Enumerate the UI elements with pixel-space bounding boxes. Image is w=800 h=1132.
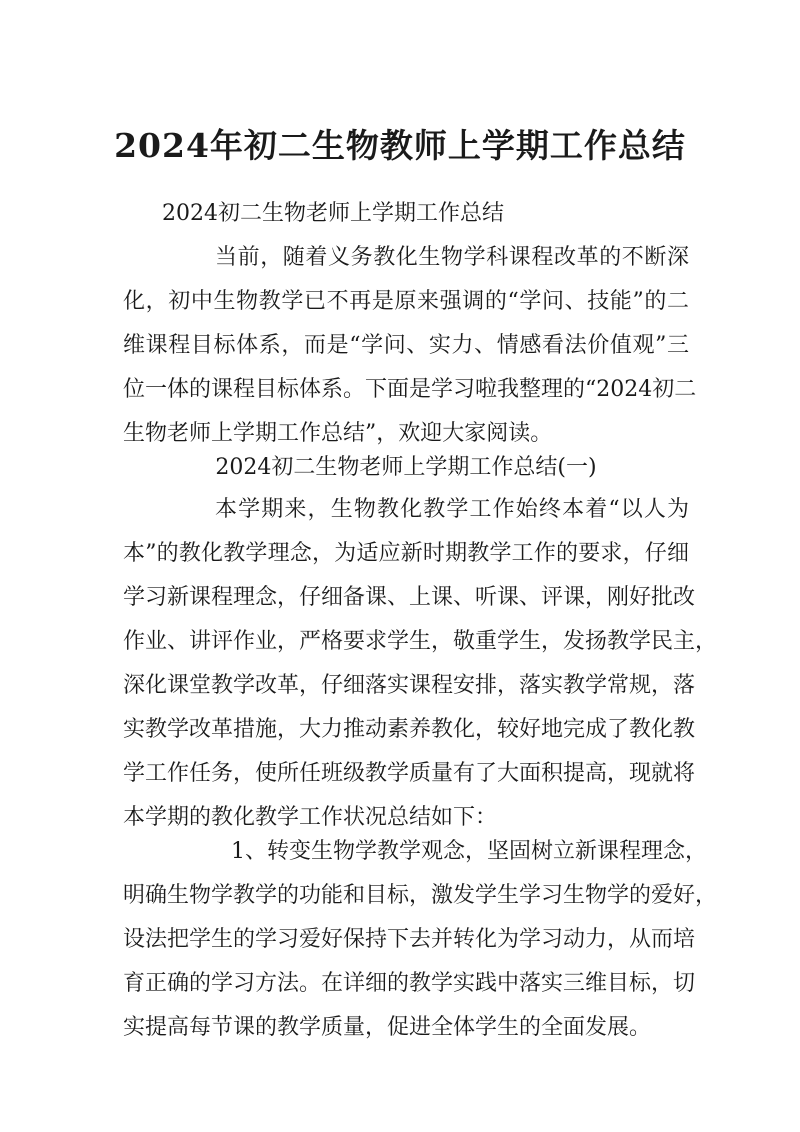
intro-line: 位一体的课程目标体系。下面是学习啦我整理的“2024初二 xyxy=(123,377,697,402)
paragraph-line: 1、转变生物学教学观念，坚固树立新课程理念， xyxy=(231,839,707,864)
paragraph-line: 设法把学生的学习爱好保持下去并转化为学习动力，从而培 xyxy=(123,927,696,952)
intro-line: 生物老师上学期工作总结”，欢迎大家阅读。 xyxy=(123,421,553,446)
intro-line: 化，初中生物教学已不再是原来强调的“学问、技能”的二 xyxy=(123,289,689,314)
paragraph-line: 本”的教化教学理念，为适应新时期教学工作的要求，仔细 xyxy=(123,541,689,566)
paragraph-line: 实教学改革措施，大力推动素养教化，较好地完成了教化教 xyxy=(123,717,696,742)
document-subtitle: 2024初二生物老师上学期工作总结 xyxy=(162,201,504,226)
paragraph-line: 学习新课程理念，仔细备课、上课、听课、评课，刚好批改 xyxy=(123,585,696,610)
paragraph-line: 作业、讲评作业，严格要求学生，敬重学生，发扬教学民主， xyxy=(123,629,718,654)
intro-line: 当前，随着义务教化生物学科课程改革的不断深 xyxy=(215,245,689,270)
paragraph-line: 明确生物学教学的功能和目标，激发学生学习生物学的爱好， xyxy=(123,883,718,908)
document-title: 2024年初二生物教师上学期工作总结 xyxy=(114,126,686,165)
paragraph-line: 育正确的学习方法。在详细的教学实践中落实三维目标，切 xyxy=(123,971,696,996)
paragraph-line: 本学期的教化教学工作状况总结如下： xyxy=(123,805,498,830)
paragraph-line: 实提高每节课的教学质量，促进全体学生的全面发展。 xyxy=(123,1015,652,1040)
paragraph-2 xyxy=(123,830,718,1050)
paragraph-line: 学工作任务，使所任班级教学质量有了大面积提高，现就将 xyxy=(123,761,696,786)
section-heading-block xyxy=(123,446,689,490)
section-heading: 2024初二生物老师上学期工作总结(一) xyxy=(215,455,597,480)
paragraph-line: 本学期来，生物教化教学工作始终本着“以人为 xyxy=(215,497,689,522)
paragraph-1 xyxy=(123,488,718,840)
intro-line: 维课程目标体系，而是“学问、实力、情感看法价值观”三 xyxy=(123,333,689,358)
paragraph-line: 深化课堂教学改革，仔细落实课程安排，落实教学常规，落 xyxy=(123,673,696,698)
intro-paragraph xyxy=(123,236,697,456)
